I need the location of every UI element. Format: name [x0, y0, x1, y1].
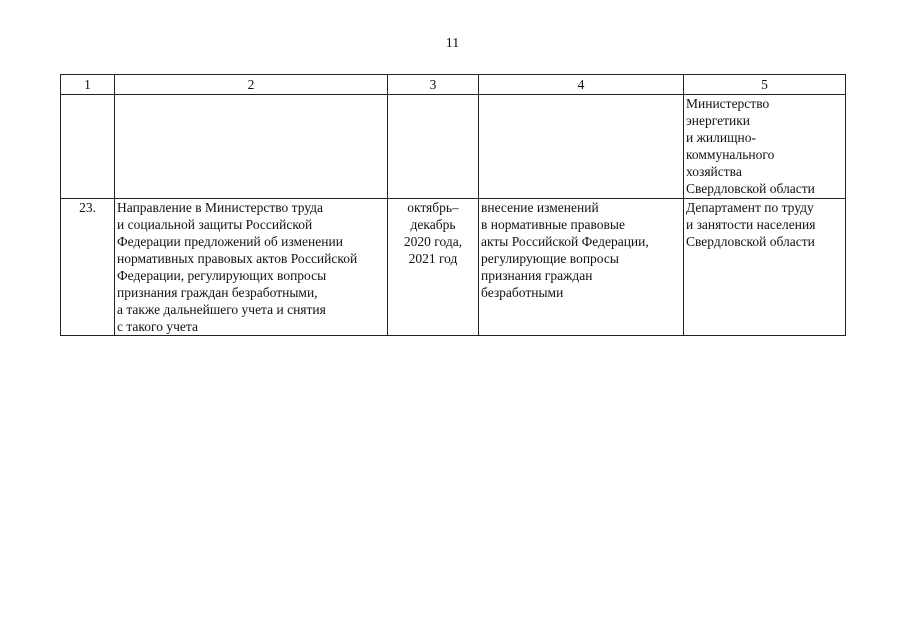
- result-cell: [479, 199, 684, 336]
- period-line: декабрь: [410, 217, 456, 232]
- result-line: безработными: [481, 285, 564, 300]
- responsible-cell: [684, 199, 846, 336]
- measure-line: а также дальнейшего учета и снятия: [117, 302, 326, 317]
- cont-measure-cell: [115, 95, 388, 199]
- measure-line: признания граждан безработными,: [117, 285, 318, 300]
- result-line: внесение изменений: [481, 200, 599, 215]
- responsible-line: энергетики: [686, 113, 751, 128]
- header-col-3: 3: [388, 75, 479, 95]
- page-number: 11: [445, 36, 460, 51]
- measure-line: с такого учета: [117, 319, 198, 334]
- measure-line: нормативных правовых актов Российской: [117, 251, 358, 266]
- row-number: 23.: [61, 199, 115, 336]
- responsible-line: Свердловской области: [686, 181, 815, 196]
- responsible-line: хозяйства: [686, 164, 742, 179]
- cont-period-cell: [388, 95, 479, 199]
- responsible-line: Департамент по труду: [686, 200, 814, 215]
- cont-number-cell: [61, 95, 115, 199]
- plan-table: [60, 74, 846, 336]
- result-line: регулирующие вопросы: [481, 251, 619, 266]
- result-line: признания граждан: [481, 268, 593, 283]
- period-cell: [388, 199, 479, 336]
- header-col-4: 4: [479, 75, 684, 95]
- cont-responsible-cell: [684, 95, 846, 199]
- header-row: [61, 75, 846, 95]
- measure-line: Направление в Министерство труда: [117, 200, 324, 215]
- header-col-1: 1: [61, 75, 115, 95]
- responsible-line: Министерство: [686, 96, 770, 111]
- period-line: октябрь–: [407, 200, 459, 215]
- header-col-5: 5: [684, 75, 846, 95]
- period-line: 2021 год: [408, 251, 458, 266]
- responsible-line: Свердловской области: [686, 234, 815, 249]
- table-row-continuation: [61, 95, 846, 199]
- result-line: в нормативные правовые: [481, 217, 625, 232]
- measure-line: Федерации, регулирующих вопросы: [117, 268, 327, 283]
- measure-line: и социальной защиты Российской: [117, 217, 313, 232]
- responsible-line: коммунального: [686, 147, 775, 162]
- responsible-line: и жилищно-: [686, 130, 756, 145]
- table-row-23: [61, 199, 846, 336]
- header-col-2: 2: [115, 75, 388, 95]
- result-line: акты Российской Федерации,: [481, 234, 649, 249]
- period-line: 2020 года,: [403, 234, 463, 249]
- measure-line: Федерации предложений об изменении: [117, 234, 343, 249]
- cont-result-cell: [479, 95, 684, 199]
- responsible-line: и занятости населения: [686, 217, 816, 232]
- measure-cell: [115, 199, 388, 336]
